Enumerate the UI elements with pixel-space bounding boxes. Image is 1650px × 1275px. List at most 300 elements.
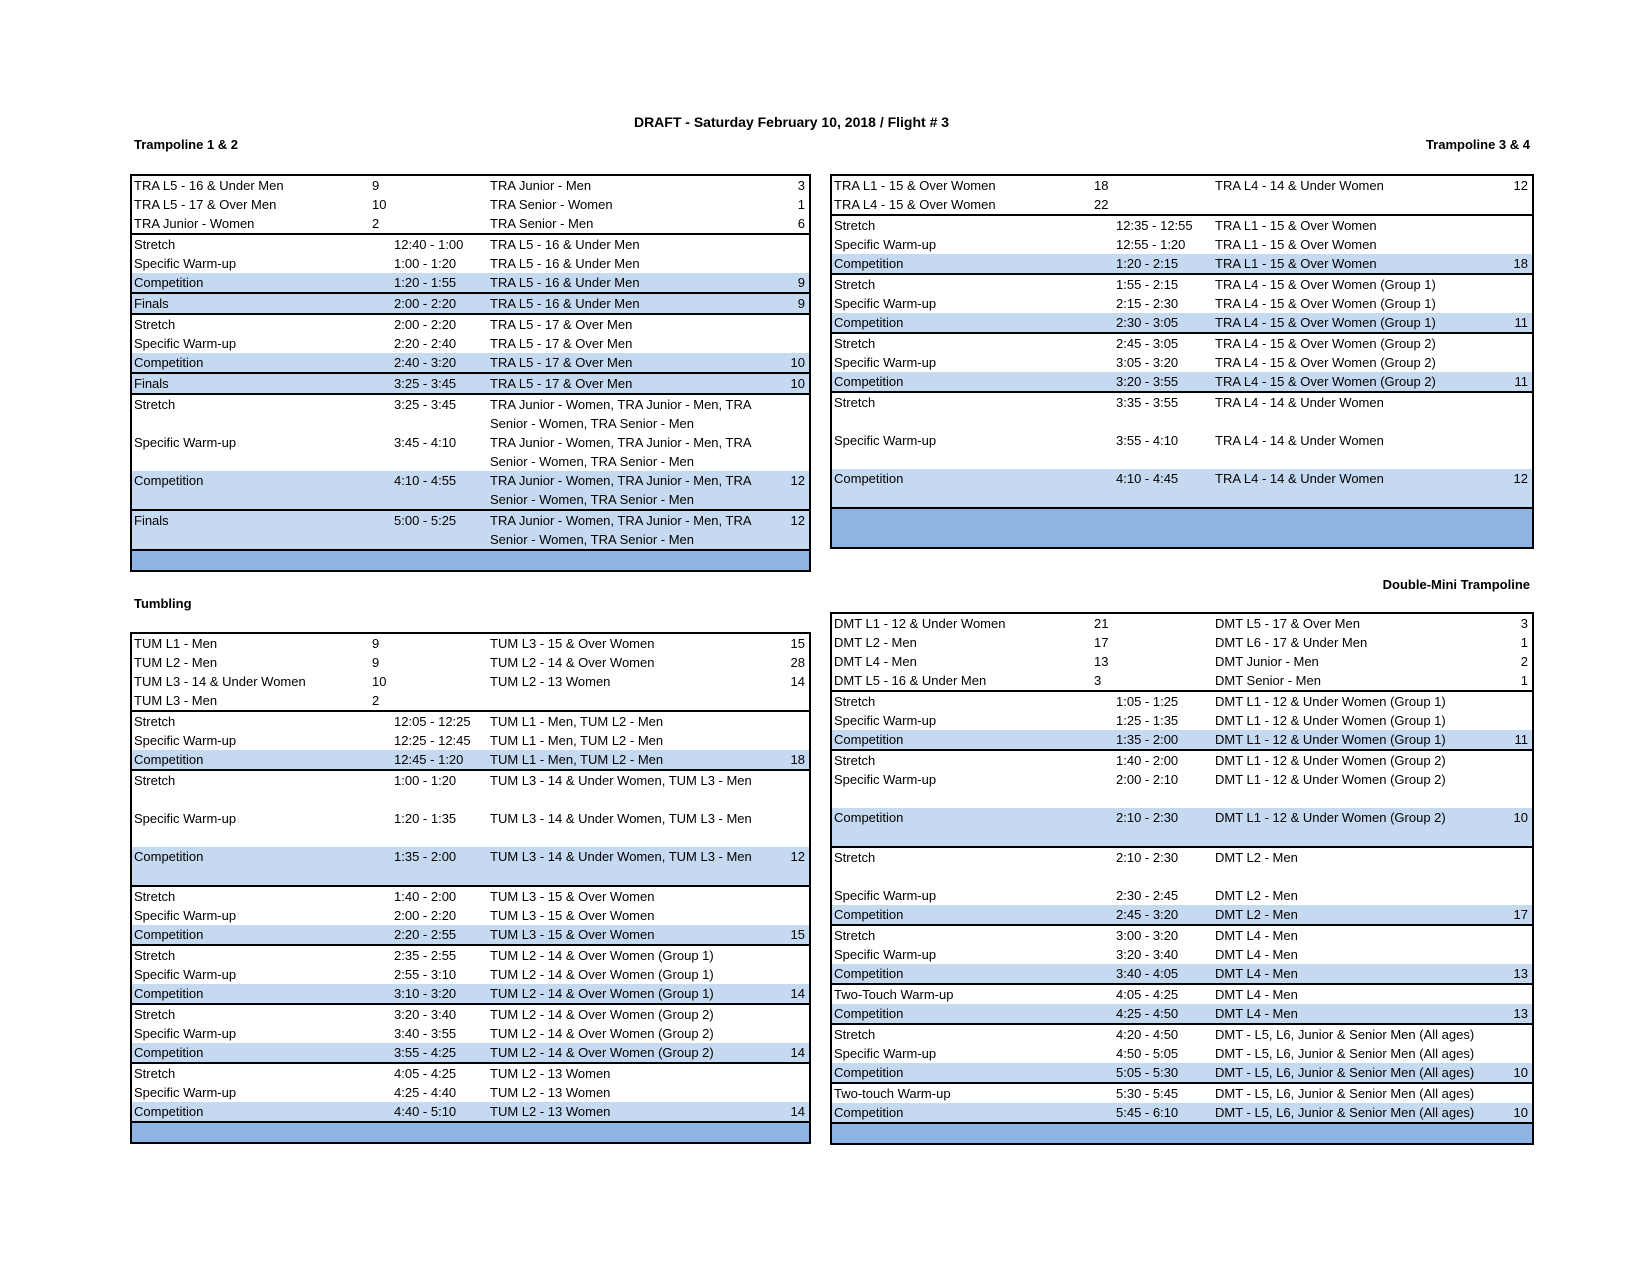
event-name: TUM L3 - 14 & Under Women, TUM L3 - Men [490, 773, 752, 788]
summary-event: TUM L3 - 14 & Under Women [134, 674, 306, 689]
event-name: TRA L4 - 14 & Under Women [1215, 395, 1384, 410]
athlete-count: 9 [797, 296, 805, 311]
time-range: 2:00 - 2:20 [394, 908, 457, 923]
phase-label: Specific Warm-up [834, 772, 937, 787]
phase-label: Competition [834, 907, 904, 922]
schedule-row [832, 332, 1532, 353]
phase-label: Specific Warm-up [834, 296, 937, 311]
event-name: TRA Junior - Women, TRA Junior - Men, TRA Senior - Women, TRA Senior - Men [490, 397, 751, 431]
schedule-row [832, 273, 1532, 294]
schedule-row [132, 372, 809, 393]
summary-row [132, 634, 809, 653]
time-range: 2:30 - 3:05 [1116, 315, 1179, 330]
time-range: 1:35 - 2:00 [394, 849, 457, 864]
phase-label: Stretch [834, 928, 876, 943]
phase-label: Stretch [134, 948, 176, 963]
phase-label: Finals [134, 376, 169, 391]
summary-count-2: 1 [797, 197, 805, 212]
phase-label: Specific Warm-up [834, 947, 937, 962]
phase-label: Stretch [834, 1027, 876, 1042]
schedule-row [832, 690, 1532, 711]
time-range: 2:45 - 3:05 [1116, 336, 1179, 351]
event-name: TRA L4 - 15 & Over Women (Group 1) [1215, 296, 1436, 311]
trampoline-3-4-table [830, 174, 1534, 549]
phase-label: Specific Warm-up [134, 435, 237, 450]
summary-count: 2 [372, 216, 380, 231]
time-range: 3:40 - 4:05 [1116, 966, 1179, 981]
time-range: 2:10 - 2:30 [1116, 810, 1179, 825]
event-name: DMT L2 - Men [1215, 907, 1298, 922]
event-name: TRA L5 - 16 & Under Men [490, 237, 640, 252]
summary-event: TUM L1 - Men [134, 636, 218, 651]
phase-label: Stretch [834, 850, 876, 865]
time-range: 12:05 - 12:25 [394, 714, 471, 729]
time-range: 12:25 - 12:45 [394, 733, 471, 748]
time-range: 1:20 - 1:35 [394, 811, 457, 826]
schedule-row [132, 433, 809, 471]
time-range: 4:10 - 4:45 [1116, 471, 1179, 486]
phase-label: Competition [134, 986, 204, 1001]
summary-event-2: TUM L2 - 14 & Over Women [490, 655, 655, 670]
athlete-count: 11 [1514, 315, 1528, 330]
time-range: 2:40 - 3:20 [394, 355, 457, 370]
time-range: 3:45 - 4:10 [394, 435, 457, 450]
summary-event-2: DMT L6 - 17 & Under Men [1215, 635, 1368, 650]
time-range: 1:00 - 1:20 [394, 256, 457, 271]
schedule-row [832, 1004, 1532, 1023]
athlete-count: 14 [790, 1104, 805, 1119]
schedule-row [132, 906, 809, 925]
event-name: TUM L3 - 14 & Under Women, TUM L3 - Men [490, 811, 752, 826]
schedule-row [832, 313, 1532, 332]
summary-count-2: 2 [1520, 654, 1528, 669]
event-name: TUM L2 - 13 Women [490, 1104, 611, 1119]
summary-row [832, 614, 1532, 633]
summary-event: TRA L5 - 16 & Under Men [134, 178, 284, 193]
event-name: TUM L1 - Men, TUM L2 - Men [490, 752, 664, 767]
phase-label: Specific Warm-up [134, 256, 237, 271]
summary-event: TRA L4 - 15 & Over Women [834, 197, 996, 212]
phase-label: Two-touch Warm-up [834, 1086, 951, 1101]
phase-label: Competition [834, 471, 904, 486]
summary-count: 17 [1094, 635, 1109, 650]
summary-event-2: TUM L2 - 13 Women [490, 674, 611, 689]
schedule-row [132, 769, 809, 809]
time-range: 3:00 - 3:20 [1116, 928, 1179, 943]
time-range: 12:45 - 1:20 [394, 752, 464, 767]
summary-count: 22 [1094, 197, 1109, 212]
athlete-count: 10 [790, 376, 805, 391]
section-label-tumbling: Tumbling [134, 596, 192, 611]
phase-label: Competition [134, 927, 204, 942]
event-name: TRA L1 - 15 & Over Women [1215, 218, 1377, 233]
schedule-row [832, 770, 1532, 808]
event-name: DMT L1 - 12 & Under Women (Group 2) [1215, 810, 1446, 825]
athlete-count: 10 [1513, 1105, 1528, 1120]
time-range: 12:35 - 12:55 [1116, 218, 1193, 233]
summary-event-2: DMT Senior - Men [1215, 673, 1321, 688]
summary-count-2: 28 [790, 655, 805, 670]
event-name: TRA L1 - 15 & Over Women [1215, 237, 1377, 252]
time-range: 2:30 - 2:45 [1116, 888, 1179, 903]
schedule-row [832, 945, 1532, 964]
summary-count: 3 [1094, 673, 1102, 688]
summary-row [832, 195, 1532, 214]
time-range: 3:05 - 3:20 [1116, 355, 1179, 370]
summary-event-2: TRA Senior - Men [490, 216, 594, 231]
phase-label: Competition [834, 1105, 904, 1120]
time-range: 3:55 - 4:25 [394, 1045, 457, 1060]
phase-label: Competition [134, 355, 204, 370]
event-name: DMT L2 - Men [1215, 888, 1298, 903]
section-label-trampoline-1-2: Trampoline 1 & 2 [134, 137, 239, 152]
phase-label: Stretch [134, 714, 176, 729]
time-range: 2:55 - 3:10 [394, 967, 457, 982]
summary-count-2: 1 [1520, 635, 1528, 650]
time-range: 4:40 - 5:10 [394, 1104, 457, 1119]
schedule-row [832, 294, 1532, 313]
event-name: DMT L4 - Men [1215, 966, 1298, 981]
event-name: DMT - L5, L6, Junior & Senior Men (All ages) [1215, 1065, 1475, 1080]
time-range: 2:00 - 2:20 [394, 296, 457, 311]
summary-event-2: TUM L3 - 15 & Over Women [490, 636, 655, 651]
phase-label: Stretch [134, 317, 176, 332]
schedule-row [832, 1082, 1532, 1103]
event-name: DMT L4 - Men [1215, 928, 1298, 943]
time-range: 5:00 - 5:25 [394, 513, 457, 528]
summary-row [132, 176, 809, 195]
phase-label: Specific Warm-up [834, 237, 937, 252]
event-name: TRA L4 - 14 & Under Women [1215, 433, 1384, 448]
filler-row [832, 507, 1532, 547]
event-name: TRA L5 - 16 & Under Men [490, 256, 640, 271]
event-name: TUM L3 - 14 & Under Women, TUM L3 - Men [490, 849, 752, 864]
schedule-row [832, 846, 1532, 886]
schedule-row [832, 214, 1532, 235]
phase-label: Specific Warm-up [134, 733, 237, 748]
phase-label: Finals [134, 296, 169, 311]
filler-row [132, 1121, 809, 1142]
summary-count: 10 [372, 197, 387, 212]
event-name: DMT L1 - 12 & Under Women (Group 1) [1215, 732, 1446, 747]
event-name: TUM L1 - Men, TUM L2 - Men [490, 733, 664, 748]
schedule-row [132, 809, 809, 847]
athlete-count: 18 [1513, 256, 1528, 271]
schedule-row [132, 254, 809, 273]
summary-count: 13 [1094, 654, 1109, 669]
event-name: DMT L1 - 12 & Under Women (Group 1) [1215, 713, 1446, 728]
time-range: 4:25 - 4:40 [394, 1085, 457, 1100]
schedule-row [132, 353, 809, 372]
schedule-row [132, 1024, 809, 1043]
phase-label: Stretch [134, 1066, 176, 1081]
time-range: 5:30 - 5:45 [1116, 1086, 1179, 1101]
time-range: 1:55 - 2:15 [1116, 277, 1179, 292]
phase-label: Competition [134, 473, 204, 488]
schedule-row [132, 509, 809, 549]
schedule-row [132, 292, 809, 313]
time-range: 3:20 - 3:40 [1116, 947, 1179, 962]
schedule-row [132, 1083, 809, 1102]
trampoline-1-2-table [130, 174, 811, 572]
time-range: 2:20 - 2:40 [394, 336, 457, 351]
time-range: 2:15 - 2:30 [1116, 296, 1179, 311]
phase-label: Two-Touch Warm-up [834, 987, 954, 1002]
event-name: TRA L4 - 15 & Over Women (Group 2) [1215, 355, 1436, 370]
time-range: 1:40 - 2:00 [394, 889, 457, 904]
summary-event: TUM L2 - Men [134, 655, 218, 670]
time-range: 3:55 - 4:10 [1116, 433, 1179, 448]
event-name: TUM L2 - 14 & Over Women (Group 1) [490, 948, 714, 963]
phase-label: Stretch [134, 397, 176, 412]
event-name: TRA L5 - 16 & Under Men [490, 296, 640, 311]
time-range: 2:00 - 2:20 [394, 317, 457, 332]
phase-label: Competition [834, 1006, 904, 1021]
summary-event: TRA L1 - 15 & Over Women [834, 178, 996, 193]
summary-row [832, 671, 1532, 690]
event-name: TRA Junior - Women, TRA Junior - Men, TRA Senior - Women, TRA Senior - Men [490, 435, 751, 469]
phase-label: Competition [134, 275, 204, 290]
time-range: 3:40 - 3:55 [394, 1026, 457, 1041]
event-name: TUM L2 - 13 Women [490, 1066, 611, 1081]
time-range: 3:25 - 3:45 [394, 397, 457, 412]
time-range: 4:25 - 4:50 [1116, 1006, 1179, 1021]
schedule-row [832, 964, 1532, 983]
time-range: 2:00 - 2:10 [1116, 772, 1179, 787]
schedule-row [132, 1003, 809, 1024]
athlete-count: 10 [790, 355, 805, 370]
summary-count: 10 [372, 674, 387, 689]
event-name: TRA L4 - 15 & Over Women (Group 1) [1215, 315, 1436, 330]
summary-count-2: 3 [1520, 616, 1528, 631]
event-name: TRA Junior - Women, TRA Junior - Men, TRA Senior - Women, TRA Senior - Men [490, 513, 751, 547]
event-name: TUM L3 - 15 & Over Women [490, 889, 655, 904]
time-range: 1:40 - 2:00 [1116, 753, 1179, 768]
schedule-row [132, 731, 809, 750]
phase-label: Specific Warm-up [834, 713, 937, 728]
phase-label: Stretch [834, 218, 876, 233]
schedule-row [832, 1044, 1532, 1063]
time-range: 1:25 - 1:35 [1116, 713, 1179, 728]
athlete-count: 12 [790, 513, 805, 528]
summary-event-2: DMT Junior - Men [1215, 654, 1319, 669]
summary-event: DMT L1 - 12 & Under Women [834, 616, 1006, 631]
schedule-row [832, 391, 1532, 431]
phase-label: Stretch [834, 277, 876, 292]
phase-label: Specific Warm-up [134, 1026, 237, 1041]
schedule-row [832, 730, 1532, 749]
time-range: 1:05 - 1:25 [1116, 694, 1179, 709]
time-range: 5:05 - 5:30 [1116, 1065, 1179, 1080]
schedule-row [832, 886, 1532, 905]
schedule-row [832, 1103, 1532, 1122]
event-name: DMT - L5, L6, Junior & Senior Men (All ages) [1215, 1086, 1475, 1101]
time-range: 3:25 - 3:45 [394, 376, 457, 391]
summary-row [132, 653, 809, 672]
event-name: DMT - L5, L6, Junior & Senior Men (All ages) [1215, 1027, 1475, 1042]
schedule-row [132, 393, 809, 433]
time-range: 1:20 - 1:55 [394, 275, 457, 290]
event-name: DMT L1 - 12 & Under Women (Group 1) [1215, 694, 1446, 709]
phase-label: Stretch [834, 694, 876, 709]
event-name: TUM L2 - 14 & Over Women (Group 1) [490, 986, 714, 1001]
athlete-count: 18 [790, 752, 805, 767]
athlete-count: 11 [1514, 374, 1528, 389]
summary-count-2: 6 [797, 216, 805, 231]
phase-label: Competition [134, 1104, 204, 1119]
event-name: TUM L2 - 14 & Over Women (Group 2) [490, 1026, 714, 1041]
schedule-row [132, 1102, 809, 1121]
phase-label: Stretch [834, 395, 876, 410]
event-name: DMT - L5, L6, Junior & Senior Men (All ages) [1215, 1046, 1475, 1061]
athlete-count: 12 [1513, 471, 1528, 486]
event-name: TUM L2 - 14 & Over Women (Group 2) [490, 1007, 714, 1022]
phase-label: Specific Warm-up [134, 908, 237, 923]
filler-row [132, 549, 809, 570]
athlete-count: 14 [790, 1045, 805, 1060]
summary-count: 9 [372, 655, 380, 670]
phase-label: Competition [134, 849, 204, 864]
phase-label: Competition [834, 1065, 904, 1080]
summary-event-2: TRA L4 - 14 & Under Women [1215, 178, 1384, 193]
schedule-row [132, 750, 809, 769]
schedule-row [832, 905, 1532, 924]
summary-count: 9 [372, 636, 380, 651]
athlete-count: 10 [1513, 810, 1528, 825]
phase-label: Specific Warm-up [834, 433, 937, 448]
event-name: TUM L1 - Men, TUM L2 - Men [490, 714, 664, 729]
schedule-row [832, 254, 1532, 273]
schedule-row [832, 711, 1532, 730]
event-name: DMT L1 - 12 & Under Women (Group 2) [1215, 772, 1446, 787]
schedule-row [132, 233, 809, 254]
summary-event-2: TRA Senior - Women [490, 197, 613, 212]
summary-row [832, 633, 1532, 652]
time-range: 3:10 - 3:20 [394, 986, 457, 1001]
time-range: 2:10 - 2:30 [1116, 850, 1179, 865]
athlete-count: 17 [1513, 907, 1528, 922]
time-range: 1:00 - 1:20 [394, 773, 457, 788]
time-range: 4:05 - 4:25 [394, 1066, 457, 1081]
summary-event: DMT L2 - Men [834, 635, 917, 650]
summary-event-2: TRA Junior - Men [490, 178, 592, 193]
summary-count-2: 3 [797, 178, 805, 193]
schedule-row [132, 965, 809, 984]
athlete-count: 12 [790, 473, 805, 488]
schedule-row [132, 1062, 809, 1083]
phase-label: Specific Warm-up [134, 1085, 237, 1100]
event-name: TRA L5 - 17 & Over Men [490, 336, 633, 351]
phase-label: Competition [834, 315, 904, 330]
summary-row [132, 672, 809, 691]
athlete-count: 11 [1514, 732, 1528, 747]
event-name: TRA L5 - 17 & Over Men [490, 317, 633, 332]
time-range: 1:35 - 2:00 [1116, 732, 1179, 747]
event-name: TRA L5 - 16 & Under Men [490, 275, 640, 290]
event-name: TUM L3 - 15 & Over Women [490, 927, 655, 942]
time-range: 3:20 - 3:55 [1116, 374, 1179, 389]
phase-label: Stretch [134, 237, 176, 252]
time-range: 12:40 - 1:00 [394, 237, 464, 252]
summary-row [832, 652, 1532, 671]
phase-label: Competition [134, 752, 204, 767]
event-name: TRA L5 - 17 & Over Men [490, 376, 633, 391]
schedule-row [132, 710, 809, 731]
double-mini-table [830, 612, 1534, 1145]
summary-event: DMT L5 - 16 & Under Men [834, 673, 987, 688]
schedule-row [832, 372, 1532, 391]
phase-label: Competition [834, 732, 904, 747]
schedule-row [832, 749, 1532, 770]
athlete-count: 12 [790, 849, 805, 864]
schedule-row [132, 847, 809, 885]
event-name: DMT L2 - Men [1215, 850, 1298, 865]
event-name: TUM L2 - 14 & Over Women (Group 2) [490, 1045, 714, 1060]
athlete-count: 10 [1513, 1065, 1528, 1080]
summary-event: TRA L5 - 17 & Over Men [134, 197, 277, 212]
athlete-count: 13 [1513, 1006, 1528, 1021]
schedule-row [132, 313, 809, 334]
schedule-row [132, 885, 809, 906]
page-title: DRAFT - Saturday February 10, 2018 / Flight # 3 [633, 114, 950, 130]
summary-count-2: 12 [1513, 178, 1528, 193]
phase-label: Stretch [834, 753, 876, 768]
summary-event: TRA Junior - Women [134, 216, 255, 231]
phase-label: Specific Warm-up [134, 336, 237, 351]
summary-event: DMT L4 - Men [834, 654, 917, 669]
event-name: TUM L3 - 15 & Over Women [490, 908, 655, 923]
event-name: TRA L1 - 15 & Over Women [1215, 256, 1377, 271]
phase-label: Stretch [834, 336, 876, 351]
time-range: 3:20 - 3:40 [394, 1007, 457, 1022]
time-range: 12:55 - 1:20 [1116, 237, 1186, 252]
schedule-row [132, 334, 809, 353]
phase-label: Finals [134, 513, 169, 528]
event-name: TRA Junior - Women, TRA Junior - Men, TRA Senior - Women, TRA Senior - Men [490, 473, 751, 507]
section-label-trampoline-3-4: Trampoline 3 & 4 [1425, 137, 1530, 152]
event-name: TRA L4 - 15 & Over Women (Group 2) [1215, 374, 1436, 389]
schedule-row [832, 1063, 1532, 1082]
schedule-row [832, 431, 1532, 469]
summary-count: 21 [1094, 616, 1109, 631]
athlete-count: 14 [790, 986, 805, 1001]
summary-row [132, 691, 809, 710]
time-range: 1:20 - 2:15 [1116, 256, 1179, 271]
summary-count-2: 1 [1520, 673, 1528, 688]
event-name: DMT L4 - Men [1215, 987, 1298, 1002]
summary-row [132, 214, 809, 233]
phase-label: Competition [134, 1045, 204, 1060]
schedule-row [832, 808, 1532, 846]
time-range: 4:50 - 5:05 [1116, 1046, 1179, 1061]
phase-label: Stretch [134, 773, 176, 788]
phase-label: Competition [834, 966, 904, 981]
schedule-row [832, 469, 1532, 507]
summary-row [132, 195, 809, 214]
phase-label: Stretch [134, 889, 176, 904]
summary-count: 18 [1094, 178, 1109, 193]
schedule-row [132, 471, 809, 509]
schedule-row [832, 235, 1532, 254]
time-range: 2:35 - 2:55 [394, 948, 457, 963]
phase-label: Specific Warm-up [834, 355, 937, 370]
time-range: 4:20 - 4:50 [1116, 1027, 1179, 1042]
tumbling-table [130, 632, 811, 1144]
summary-count: 2 [372, 693, 380, 708]
summary-row [832, 176, 1532, 195]
time-range: 2:45 - 3:20 [1116, 907, 1179, 922]
summary-event: TUM L3 - Men [134, 693, 218, 708]
